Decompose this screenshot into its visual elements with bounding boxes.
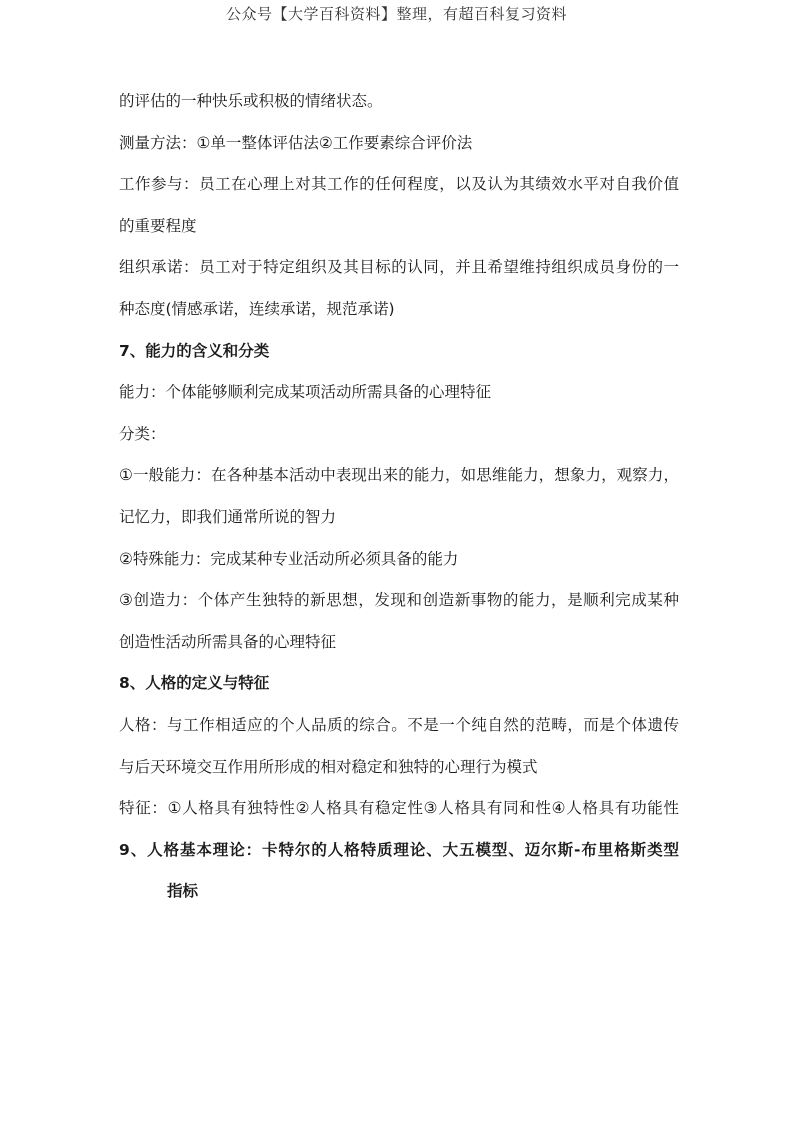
paragraph-line: 记忆力，即我们通常所说的智力 [119,507,337,526]
paragraph-line: 创造性活动所需具备的心理特征 [119,632,337,651]
section-heading-9-continued: 指标 [167,882,199,901]
page-header: 公众号【大学百科资料】整理，有超百科复习资料 [225,5,567,23]
paragraph-line: 分类： [119,424,166,443]
paragraph-line: 能力：个体能够顺利完成某项活动所需具备的心理特征 [119,383,492,402]
paragraph-line: ②特殊能力：完成某种专业活动所必须具备的能力 [119,549,459,568]
section-heading-7: 7、能力的含义和分类 [119,341,270,360]
paragraph-line: 特征：①人格具有独特性②人格具有稳定性③人格具有同和性④人格具有功能性 [119,799,679,818]
paragraph-line: 种态度(情感承诺，连续承诺，规范承诺) [119,299,395,318]
paragraph-line: 组织承诺：员工对于特定组织及其目标的认同，并且希望维持组织成员身份的一 [119,258,679,277]
paragraph-line: 的评估的一种快乐或积极的情绪状态。 [119,92,383,110]
paragraph-line: ③创造力：个体产生独特的新思想，发现和创造新事物的能力，是顺利完成某种 [119,591,679,610]
paragraph-line: 与后天环境交互作用所形成的相对稳定和独特的心理行为模式 [119,757,538,776]
paragraph-line: 测量方法：①单一整体评估法②工作要素综合评价法 [119,133,473,152]
document-body [119,88,679,920]
section-heading-9: 9、人格基本理论：卡特尔的人格特质理论、大五模型、迈尔斯-布里格斯类型 [119,840,679,859]
paragraph-line: ①一般能力：在各种基本活动中表现出来的能力，如思维能力，想象力，观察力， [119,466,679,485]
section-heading-8: 8、人格的定义与特征 [119,674,270,693]
paragraph-line: 工作参与：员工在心理上对其工作的任何程度，以及认为其绩效水平对自我价值 [119,175,679,194]
paragraph-line: 人格：与工作相适应的个人品质的综合。不是一个纯自然的范畴，而是个体遗传 [119,715,679,734]
paragraph-line: 的重要程度 [119,216,197,235]
